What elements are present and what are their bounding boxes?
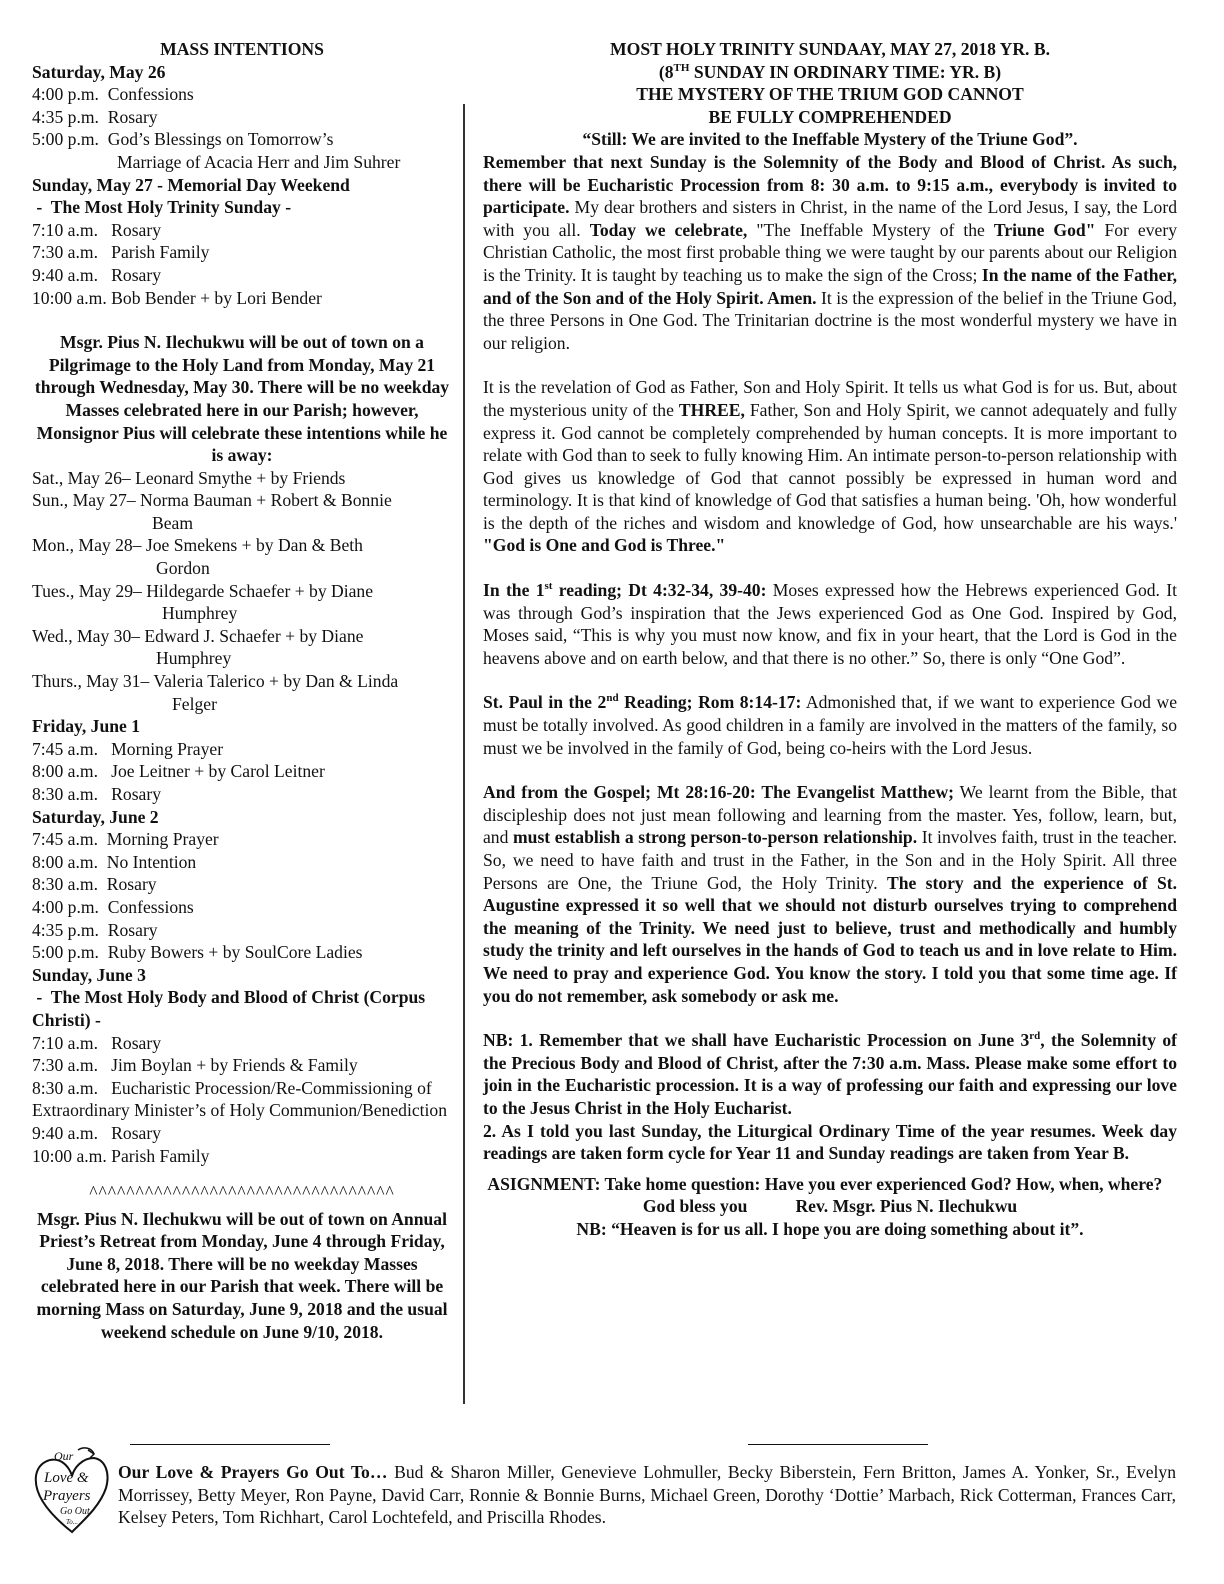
schedule-line: 7:45 a.m. Morning Prayer <box>32 738 224 759</box>
retreat-notice: Msgr. Pius N. Ilechukwu will be out of town on Annual Priest’s Retreat from Monday, June 4 through Friday, June 8, 2018. There will be no weekday Masses celebrated here in our Parish that week. There will be morning Mass on Saturday, June 9, 2018 and the usual weekend schedule on June 9/10, 2018. <box>36 1208 448 1342</box>
body-text: It is the revelation of God as Father, Son and Holy Spirit. It tells us what God is for us. But, about the mysterious unity of the <box>483 377 1177 420</box>
day-title: Saturday, May 26 <box>32 61 166 82</box>
bold-text: , the Solemnity of the Precious Body and Blood of Christ, after the 7:30 a.m. Mass. Please make some effort to join in the Eucharistic procession. It is a way of professing our faith and expressing our love to the Jesus Christ in the Holy Eucharist. <box>483 1030 1177 1118</box>
body-text: We learnt from the Bible, that discipleship does not just mean following and learning from the master. Yes, follow, learn, but, and <box>483 782 1177 848</box>
schedule-line: 8:00 a.m. No Intention <box>32 851 197 872</box>
schedule-line: 5:00 p.m. Ruby Bowers + by SoulCore Ladies <box>32 942 363 963</box>
body-text: Moses expressed how the Hebrews experienced God. It was through God’s inspiration that the Jews experienced God as One God. Inspired by God, Moses said, “This is why you must now know, and fix in your heart, that the Lord is God in the heavens above and on earth below, and that there is no other.” So, there is only “One God”. <box>483 580 1177 668</box>
bold-text: In the 1 <box>483 580 545 601</box>
paragraph-gospel <box>483 781 1177 1007</box>
schedule-line: 8:30 a.m. Rosary <box>32 784 162 804</box>
day-title: Friday, June 1 <box>32 716 141 737</box>
body-text: My dear brothers and sisters in Christ, in the name of the Lord Jesus, I say, the Lord with you all. <box>483 197 1177 240</box>
schedule-line: 4:35 p.m. Rosary <box>32 106 158 127</box>
bold-text: Remember that next Sunday is the Solemnity of the Body and Blood of Christ. As such, there will be Eucharistic Procession from 8: 30 a.m. to 9:15 a.m., everybody is invited to participate. <box>483 151 1177 218</box>
paragraph-second-reading <box>483 691 1177 759</box>
paragraph-revelation <box>483 376 1177 557</box>
schedule-line: 7:30 a.m. Jim Boylan + by Friends & Family <box>32 1055 358 1076</box>
heart-icon <box>32 1444 112 1539</box>
away-intention <box>32 625 452 670</box>
schedule-line: 8:00 a.m. Joe Leitner + by Carol Leitner <box>32 761 325 782</box>
away-intention-line: Sun., May 27– Norma Bauman + Robert & Bonnie <box>32 490 392 511</box>
homily-theme: BE FULLY COMPREHENDED <box>708 106 952 127</box>
away-intention <box>32 670 452 715</box>
away-intention <box>32 467 452 490</box>
closing-note: NB: “Heaven is for us all. I hope you are doing something about it”. <box>576 1218 1084 1239</box>
bold-sup: st <box>544 580 553 593</box>
away-intention-line: Tues., May 29– Hildegarde Schaefer + by Diane <box>32 580 374 601</box>
schedule-line: 4:00 p.m. Confessions <box>32 896 194 917</box>
mass-intentions-column <box>32 38 452 1343</box>
prayer-list-lead: Our Love & Prayers Go Out To… <box>118 1462 388 1482</box>
schedule-line: 10:00 a.m. Bob Bender + by Lori Bender <box>32 287 322 308</box>
blessing-text: God bless you <box>642 1196 748 1217</box>
bold-sup: nd <box>606 692 619 705</box>
day-title: Sunday, June 3 <box>32 964 146 985</box>
away-intention-line: Mon., May 28– Joe Smekens + by Dan & Beth <box>32 535 363 556</box>
away-intention-continued: Felger <box>172 693 217 714</box>
paragraph-first-reading <box>483 579 1177 669</box>
reading-label <box>483 692 801 712</box>
homily-column <box>483 38 1177 1241</box>
away-intention-continued: Humphrey <box>156 648 232 669</box>
away-intention <box>32 580 452 625</box>
footer-rule <box>130 1444 330 1445</box>
schedule-line: 5:00 p.m. God’s Blessings on Tomorrow’s <box>32 129 334 150</box>
pilgrimage-notice: Msgr. Pius N. Ilechukwu will be out of town on a Pilgrimage to the Holy Land from Monday, May 21 through Wednesday, May 30. There will be no weekday Masses celebrated here in our Parish; however, Monsignor Pius will celebrate these intentions while he is away: <box>34 332 450 466</box>
prayer-list <box>118 1461 1176 1529</box>
note-ordinary-time: 2. As I told you last Sunday, the Liturgical Ordinary Time of the year resumes. Week day readings are taken form cycle for Year 11 and Sunday readings are taken from Year B. <box>483 1120 1177 1164</box>
body-text: It involves faith, trust in the teacher. So, we need to have faith and trust in the Father, in the Son and in the Holy Spirit. All three Persons are One, the Triune God, the Holy Trinity. <box>483 827 1177 893</box>
bold-text: St. Paul in the 2 <box>483 692 607 713</box>
bold-text: Triune God" <box>993 219 1096 240</box>
footer-rule <box>748 1444 928 1445</box>
bold-text: reading; Dt 4:32-34, 39-40: <box>552 580 767 601</box>
schedule-line: 7:10 a.m. Rosary <box>32 1032 162 1053</box>
body-text: Admonished that, if we want to experience God we must be totally involved. As good children in a family are involved in the matters of the family, so must we be involved in the family of God, being co-heirs with the Lord Jesus. <box>483 692 1177 758</box>
assignment: ASIGNMENT: Take home question: Have you ever experienced God? How, when, where? <box>483 1173 1163 1194</box>
logo-text: Our <box>54 1449 74 1463</box>
schedule-line: 9:40 a.m. Rosary <box>32 1122 162 1143</box>
logo-text: Prayers <box>43 1488 91 1504</box>
day-title: Saturday, June 2 <box>32 806 159 827</box>
away-intention-continued: Humphrey <box>162 603 238 624</box>
subtitle-text: SUNDAY IN ORDINARY TIME: YR. B) <box>689 61 1002 82</box>
schedule-line: 8:30 a.m. Eucharistic Procession/Re-Commissioning of Extraordinary Minister’s of Holy Communion/Benediction <box>32 1077 448 1121</box>
away-intention-line: Sat., May 26– Leonard Smythe + by Friends <box>32 467 346 488</box>
schedule-line: 9:40 a.m. Rosary <box>32 264 162 285</box>
schedule-line: 7:45 a.m. Morning Prayer <box>32 829 219 850</box>
prayer-list-names: Bud & Sharon Miller, Genevieve Lohmuller, Becky Biberstein, Fern Britton, James A. Yonker, Sr., Evelyn Morrissey, Betty Meyer, Ron Payne, David Carr, Ronnie & Bonnie Burns, Michael Green, Dorothy ‘Dottie’ Marbach, Rick Cotterman, Frances Carr, Kelsey Peters, Tom Richhart, Carol Lochtefeld, and Priscilla Rhodes. <box>118 1462 1176 1528</box>
logo-text: Love & <box>44 1470 89 1486</box>
away-intention <box>32 534 452 579</box>
bold-text: NB: 1. Remember that we shall have Eucharistic Procession on June 3 <box>483 1030 1030 1051</box>
note-procession <box>483 1029 1177 1119</box>
day-title: Sunday, May 27 - Memorial Day Weekend <box>32 174 350 195</box>
paragraph-intro <box>483 151 1177 354</box>
homily-quote: “Still: We are invited to the Ineffable Mystery of the Triune God”. <box>582 129 1078 150</box>
subtitle-text: (8 <box>658 61 674 82</box>
body-text: Father, Son and Holy Spirit, we cannot adequately and fully express it. God cannot be completely comprehended by human concepts. It is more important to relate with God than to seek to fully knowing Him. An intimate person-to-person relationship with God gives us knowledge of God that cannot possibly be expressed in human word and terminology. It is that kind of knowledge of God that satisfies a human being. 'Oh, how wonderful is the depth of the riches and wisdom and knowledge of God, how unsearchable are his ways.' <box>483 399 1177 533</box>
schedule-line: 7:10 a.m. Rosary <box>32 219 162 240</box>
schedule-line: 10:00 a.m. Parish Family <box>32 1145 210 1166</box>
homily-title: MOST HOLY TRINITY SUNDAAY, MAY 27, 2018 YR. B. <box>610 39 1050 59</box>
day-subtitle: - The Most Holy Body and Blood of Christ (Corpus Christi) - <box>32 987 430 1030</box>
schedule-line: 7:30 a.m. Parish Family <box>32 242 210 263</box>
schedule-line: 4:35 p.m. Rosary <box>32 919 158 940</box>
bold-text: THREE, <box>678 399 745 420</box>
schedule-line-continued: Marriage of Acacia Herr and Jim Suhrer <box>117 151 401 172</box>
bold-text: Today we celebrate, <box>589 219 748 240</box>
bold-text: In the name of the Father, and of the Son and of the Holy Spirit. Amen. <box>483 264 1177 308</box>
body-text: "The Ineffable Mystery of the <box>747 219 994 240</box>
away-intention-continued: Beam <box>152 512 194 533</box>
signature-name: Rev. Msgr. Pius N. Ilechukwu <box>795 1196 1018 1217</box>
away-intention-line: Wed., May 30– Edward J. Schaefer + by Diane <box>32 625 364 646</box>
caret-divider: ^^^^^^^^^^^^^^^^^^^^^^^^^^^^^^^^^ <box>89 1182 395 1203</box>
away-intention <box>32 489 452 534</box>
logo-text: To... <box>66 1518 79 1526</box>
bold-text: must establish a strong person-to-person relationship. <box>513 827 918 848</box>
logo-text: Go Out <box>60 1506 90 1517</box>
schedule-line: 8:30 a.m. Rosary <box>32 874 157 895</box>
bold-sup: rd <box>1029 1030 1041 1043</box>
body-text: For every Christian Catholic, the most first probable thing we were taught by our parents about our Religion is the Trinity. It is taught by teaching us to make the sign of the Cross; <box>483 219 1177 285</box>
subtitle-sup: TH <box>673 61 690 74</box>
bold-text: "God is One and God is Three." <box>483 535 726 556</box>
signature-line <box>483 1195 1177 1218</box>
day-subtitle: - The Most Holy Trinity Sunday - <box>32 197 292 218</box>
love-prayers-heart-logo <box>32 1444 112 1539</box>
bold-text: The story and the experience of St. Augustine expressed it so well that we should not disturb ourselves trying to comprehend the meaning of the Trinity. We need just to believe, trust and methodically and humbly study the trinity and left ourselves in the hands of God to teach us and in love relate to Him. We need to pray and experience God. You know the story. I told you that some time age. If you do not remember, ask somebody or ask me. <box>483 872 1178 1006</box>
away-intention-line: Thurs., May 31– Valeria Talerico + by Dan & Linda <box>32 671 399 692</box>
homily-theme: THE MYSTERY OF THE TRIUM GOD CANNOT <box>636 84 1024 105</box>
bold-text: And from the Gospel; Mt 28:16-20: The Evangelist Matthew; <box>483 782 955 803</box>
bold-text: Reading; Rom 8:14-17: <box>618 692 802 713</box>
body-text: It is the expression of the belief in the Triune God, the three Persons in One God. The Trinitarian doctrine is the most wonderful mystery we have in our religion. <box>483 287 1177 353</box>
schedule-line: 4:00 p.m. Confessions <box>32 84 194 105</box>
away-intention-continued: Gordon <box>156 558 210 579</box>
reading-label <box>483 580 766 600</box>
mass-intentions-heading: MASS INTENTIONS <box>160 39 324 59</box>
column-divider <box>463 104 465 1404</box>
homily-subtitle <box>483 61 1177 84</box>
